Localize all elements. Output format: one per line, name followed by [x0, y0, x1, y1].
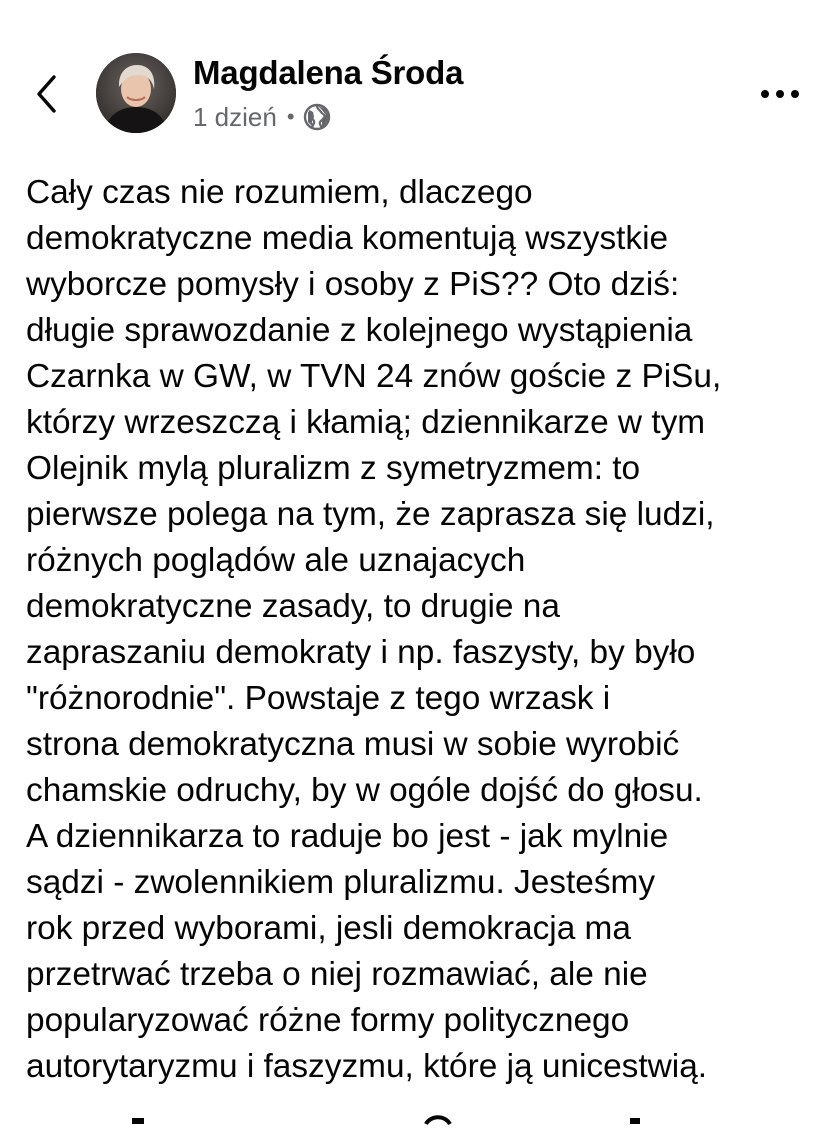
back-button[interactable] [22, 66, 72, 122]
post-text-line: którzy wrzeszczą i kłamią; dziennikarze w tym [26, 404, 706, 441]
chevron-left-icon [35, 74, 59, 114]
post-text-line: przetrwać trzeba o niej rozmawiać, ale nie [26, 956, 648, 993]
post-timestamp[interactable]: 1 dzień [193, 101, 277, 132]
post-text-line: różnych poglądów ale uznajacych [26, 542, 526, 579]
meta-separator: • [286, 104, 295, 129]
post-text-line: chamskie odruchy, by w ogóle dojść do głosu. [26, 772, 703, 809]
post-text-line: wyborcze pomysły i osoby z PiS?? Oto dziś: [26, 266, 680, 303]
next-line-cutoff [26, 1104, 816, 1134]
post-text-line: demokratyczne zasady, to drugie na [26, 588, 560, 625]
post-text-line: autorytaryzmu i faszyzmu, które ją unicestwią. [26, 1048, 708, 1085]
post-text-line: strona demokratyczna musi w sobie wyrobić [26, 726, 680, 763]
post-text-line: rok przed wyborami, jesli demokracja ma [26, 910, 631, 947]
author-photo [96, 53, 176, 133]
more-horizontal-icon [760, 89, 800, 99]
post-text-line: długie sprawozdanie z kolejnego wystąpienia [26, 312, 693, 349]
post-text-line: zapraszaniu demokraty i np. faszysty, by było [26, 634, 696, 671]
post-text-line: pierwsze polega na tym, że zaprasza się ludzi, [26, 496, 715, 533]
post-text-line: sądzi - zwolennikiem pluralizmu. Jesteśmy [26, 864, 656, 901]
more-options-button[interactable] [752, 76, 808, 112]
post-text-line: Czarnka w GW, w TVN 24 znów goście z PiSu, [26, 358, 722, 395]
post-meta [193, 100, 331, 134]
post-text-line: Cały czas nie rozumiem, dlaczego [26, 174, 533, 211]
post-text-line: Olejnik mylą pluralizm z symetryzmem: to [26, 450, 641, 487]
post-text-line: demokratyczne media komentują wszystkie [26, 220, 669, 257]
partial-text-glyphs [26, 1104, 816, 1134]
avatar[interactable] [96, 53, 176, 133]
author-name[interactable]: Magdalena Środa [193, 54, 464, 91]
post-text-line: popularyzować różne formy politycznego [26, 1002, 630, 1039]
post-text-line: A dziennikarza to raduje bo jest - jak mylnie [26, 818, 669, 855]
post-header [0, 0, 824, 150]
globe-icon [303, 103, 331, 131]
post-text-line: "różnorodnie". Powstaje z tego wrzask i [26, 680, 611, 717]
post-body [26, 170, 816, 1090]
